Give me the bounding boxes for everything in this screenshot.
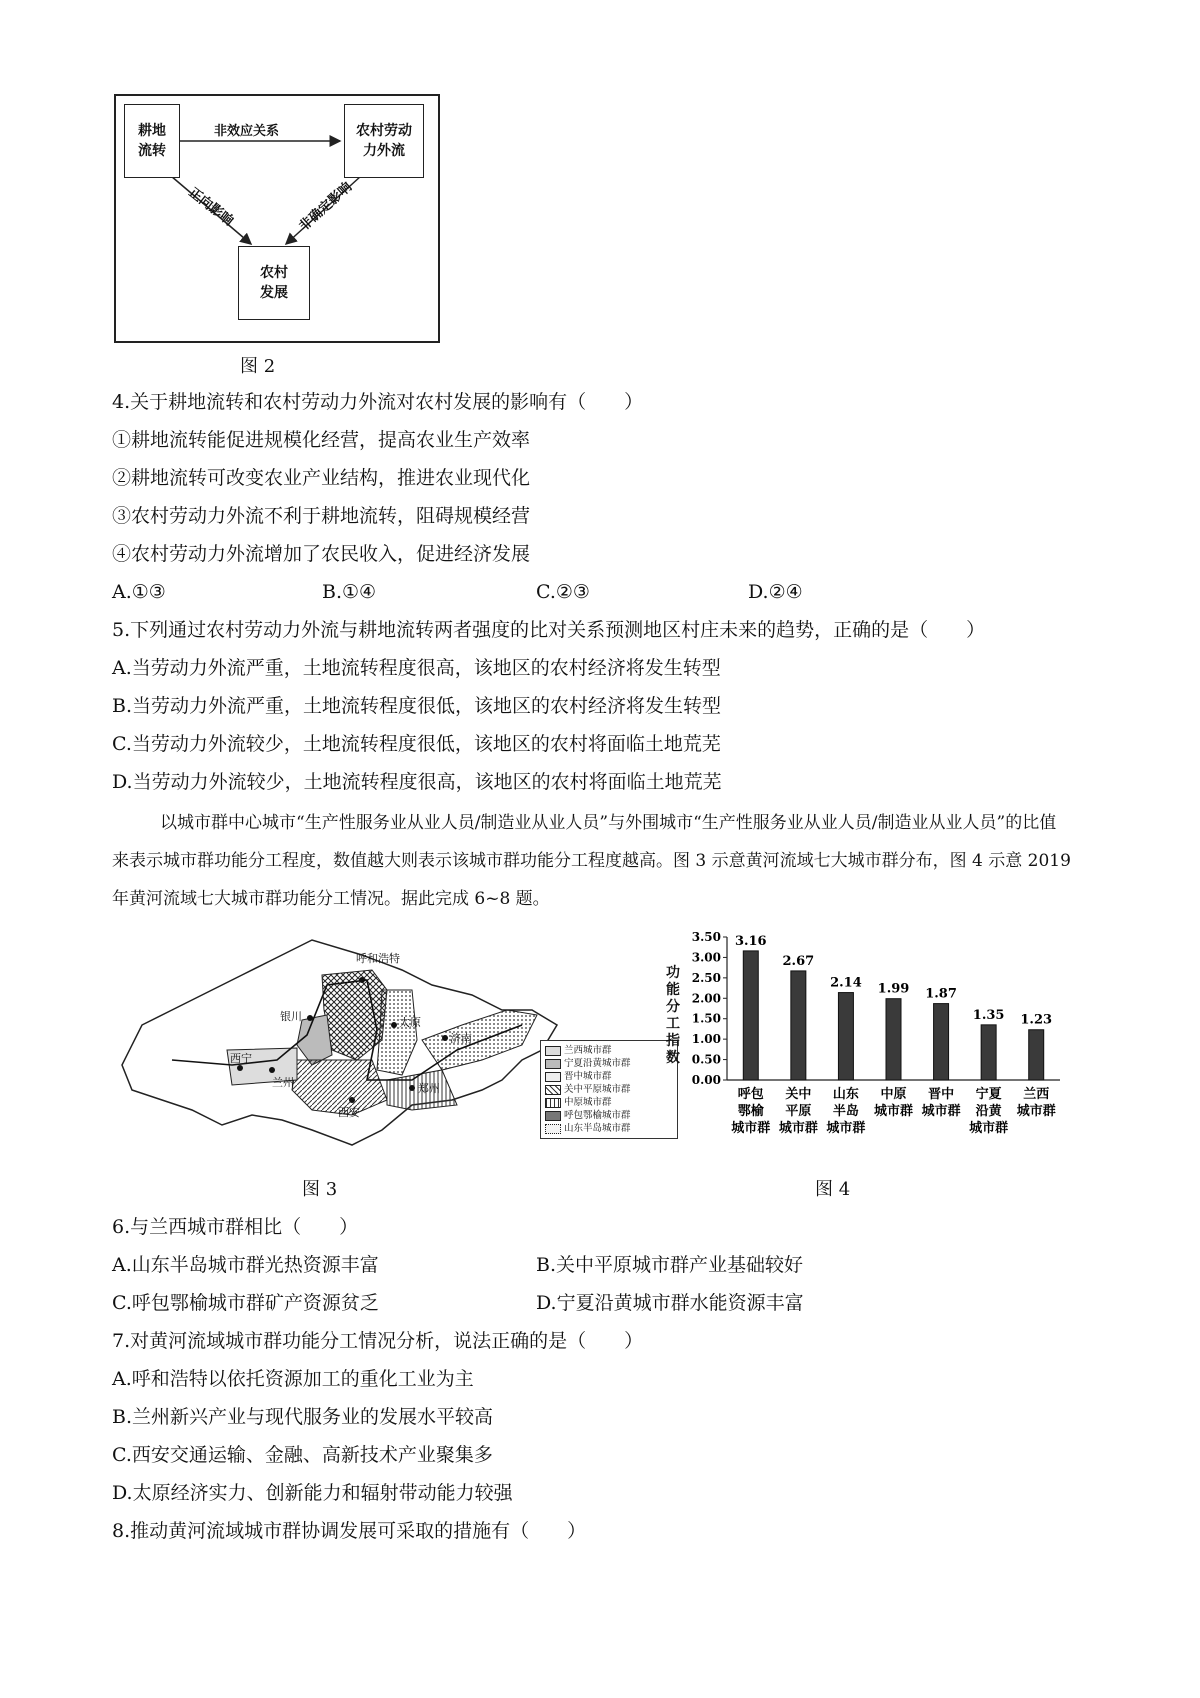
city-label: 银川 (280, 1010, 302, 1023)
city-dot-zhengzhou (409, 1085, 415, 1091)
q6-stem: 6.与兰西城市群相比（ ） (112, 1216, 359, 1238)
map-legend (540, 1040, 678, 1139)
intro-text: 以城市群中心城市“生产性服务业从业人员/制造业从业人员”与外围城市“生产性服务业从业人员/制造业从业人员”的比值来表示城市群功能分工程度，数值越大则表示该城市群功能分工程度越高。图 3 示意黄河流域七大城市群分布，图 4 示意 2019 年黄河流域七大城市群功能分工情况。据此完成 6~8 题。 (112, 813, 1071, 909)
city-label: 郑州 (418, 1082, 440, 1095)
q5-stem: 5.下列通过农村劳动力外流与耕地流转两者强度的比对关系预测地区村庄未来的趋势，正确的是（ ） (112, 619, 986, 641)
city-dot-huhehaote (359, 977, 365, 983)
y-tick-label: 1.00 (691, 1032, 721, 1047)
city-label: 呼和浩特 (356, 952, 400, 965)
y-tick-label: 1.50 (691, 1011, 721, 1026)
x-tick-label: 平原 (785, 1104, 812, 1119)
x-tick-label: 城市群 (826, 1121, 866, 1136)
bar-value-label: 3.16 (734, 933, 767, 949)
bar-value-label: 2.14 (830, 975, 862, 991)
x-tick-label: 城市群 (969, 1121, 1009, 1136)
city-label: 西宁 (230, 1052, 252, 1065)
q6-option-d: D.宁夏沿黄城市群水能资源丰富 (536, 1292, 804, 1314)
y-tick-label: 3.50 (691, 930, 721, 944)
q7-option-d: D.太原经济实力、创新能力和辐射带动能力较强 (112, 1482, 513, 1504)
legend-item: 晋中城市群 (545, 1070, 673, 1083)
legend-item: 山东半岛城市群 (545, 1122, 673, 1135)
figure-2-diagram (114, 94, 440, 343)
q5-option-b: B.当劳动力外流严重，土地流转程度很低，该地区的农村经济将发生转型 (112, 695, 722, 717)
city-label: 太原 (399, 1016, 421, 1029)
q4-stem: 4.关于耕地流转和农村劳动力外流对农村发展的影响有（ ） (112, 391, 644, 413)
bar (886, 999, 901, 1080)
q7-option-c: C.西安交通运输、金融、高新技术产业聚集多 (112, 1444, 493, 1466)
bar (743, 951, 758, 1080)
bar (1029, 1030, 1044, 1080)
x-tick-label: 城市群 (873, 1104, 914, 1119)
bar-chart-svg (665, 925, 1065, 1165)
figure-2-caption: 图 2 (240, 356, 276, 377)
legend-item: 兰西城市群 (545, 1044, 673, 1057)
box-labor-outflow: 农村劳动 力外流 (344, 104, 424, 178)
y-tick-label: 2.50 (691, 970, 721, 985)
x-tick-label: 山东 (832, 1087, 859, 1102)
q5-option-c: C.当劳动力外流较少，土地流转程度很低，该地区的农村将面临土地荒芜 (112, 733, 721, 755)
x-tick-label: 城市群 (731, 1121, 771, 1136)
x-tick-label: 半岛 (832, 1104, 859, 1119)
bar-value-label: 1.99 (877, 981, 910, 997)
x-tick-label: 鄂榆 (737, 1104, 764, 1119)
x-tick-label: 城市群 (921, 1104, 961, 1119)
legend-item: 关中平原城市群 (545, 1083, 673, 1096)
q4-option-b: B.①④ (322, 581, 377, 603)
q4-option-d: D.②④ (748, 581, 803, 603)
legend-item: 宁夏沿黄城市群 (545, 1057, 673, 1070)
x-tick-label: 城市群 (778, 1121, 818, 1136)
q7-option-a: A.呼和浩特以依托资源加工的重化工业为主 (112, 1368, 474, 1390)
x-tick-label: 关中 (785, 1087, 812, 1102)
q6-option-c: C.呼包鄂榆城市群矿产资源贫乏 (112, 1292, 379, 1314)
legend-item: 中原城市群 (545, 1096, 673, 1109)
bar (934, 1004, 949, 1080)
q5-option-d: D.当劳动力外流较少，土地流转程度很高，该地区的农村将面临土地荒芜 (112, 771, 722, 793)
q4-item-4: ④农村劳动力外流增加了农民收入，促进经济发展 (112, 543, 531, 565)
q4-option-a: A.①③ (112, 581, 166, 603)
box-land-transfer: 耕地 流转 (124, 104, 180, 178)
city-dot-yinchuan (307, 1015, 313, 1021)
x-tick-label: 城市群 (1016, 1104, 1056, 1119)
x-tick-label: 沿黄 (975, 1104, 1002, 1119)
y-tick-label: 0.00 (691, 1073, 721, 1087)
q6-option-b: B.关中平原城市群产业基础较好 (536, 1254, 804, 1276)
city-label: 济南 (450, 1032, 472, 1045)
y-tick-label: 3.00 (691, 950, 721, 965)
bar-value-label: 2.67 (782, 953, 815, 969)
bar (981, 1025, 996, 1080)
city-dot-taiyuan (391, 1022, 397, 1028)
x-tick-label: 兰西 (1023, 1087, 1050, 1102)
legend-item: 呼包鄂榆城市群 (545, 1109, 673, 1122)
city-label: 西安 (338, 1106, 360, 1119)
x-tick-label: 呼包 (737, 1087, 764, 1102)
city-dot-lanzhou (269, 1067, 275, 1073)
q4-item-3: ③农村劳动力外流不利于耕地流转，阻碍规模经营 (112, 505, 531, 527)
city-dot-xian (349, 1097, 355, 1103)
edge-label-top: 非效应关系 (214, 124, 280, 139)
bar-value-label: 1.87 (925, 986, 957, 1002)
bar-value-label: 1.23 (1020, 1012, 1053, 1028)
q7-stem: 7.对黄河流域城市群功能分工情况分析，说法正确的是（ ） (112, 1330, 644, 1352)
q4-option-c: C.②③ (536, 581, 590, 603)
bar (838, 993, 853, 1080)
q4-item-2: ②耕地流转可改变农业产业结构，推进农业现代化 (112, 467, 531, 489)
q8-stem: 8.推动黄河流域城市群协调发展可采取的措施有（ ） (112, 1520, 587, 1542)
q6-option-a: A.山东半岛城市群光热资源丰富 (112, 1254, 379, 1276)
figure-4-chart (665, 925, 1065, 1165)
bar-value-label: 1.35 (972, 1007, 1005, 1023)
box-rural-development: 农村 发展 (238, 246, 310, 320)
q7-option-b: B.兰州新兴产业与现代服务业的发展水平较高 (112, 1406, 494, 1428)
y-tick-label: 2.00 (691, 991, 721, 1006)
figure-4-caption: 图 4 (815, 1179, 851, 1200)
bar (791, 971, 806, 1080)
intro-paragraph (112, 804, 1072, 918)
q5-option-a: A.当劳动力外流严重，土地流转程度很高，该地区的农村经济将发生转型 (112, 657, 721, 679)
edge-label-left: 正向影响 (185, 185, 236, 229)
edge-label-right: 非确定影响 (296, 179, 356, 235)
q4-item-1: ①耕地流转能促进规模化经营，提高农业生产效率 (112, 429, 531, 451)
city-label: 兰州 (272, 1076, 294, 1089)
x-tick-label: 中原 (880, 1087, 907, 1102)
figure-3-map (112, 930, 672, 1155)
figure-3-caption: 图 3 (302, 1179, 338, 1200)
city-dot-jinan (442, 1035, 448, 1041)
x-tick-label: 宁夏 (975, 1087, 1002, 1102)
y-tick-label: 0.50 (691, 1052, 721, 1067)
chart-ylabel: 功能分工指数 (666, 965, 680, 1066)
x-tick-label: 晋中 (928, 1087, 955, 1102)
